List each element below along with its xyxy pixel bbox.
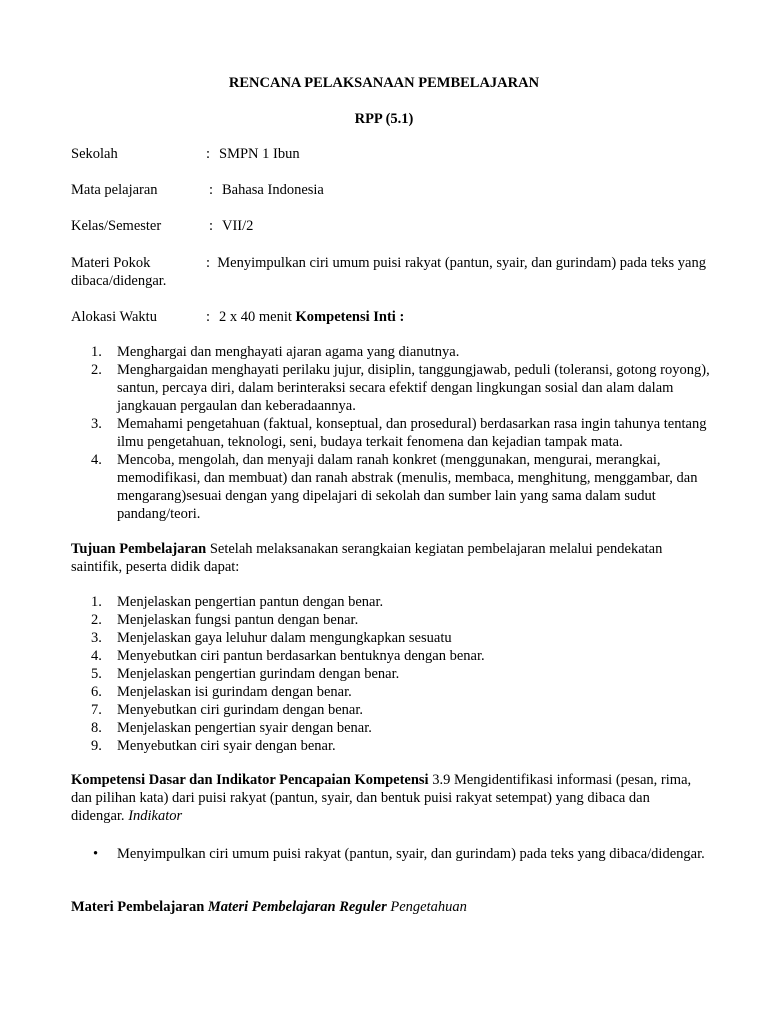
tujuan-list: [71, 593, 711, 755]
field-colon: :: [209, 218, 214, 234]
list-number: 2.: [91, 362, 102, 378]
list-number: 9.: [91, 738, 102, 754]
field-label: Materi Pokok: [71, 255, 151, 271]
list-item: [71, 343, 711, 361]
materi-reguler-heading: Materi Pembelajaran Reguler: [207, 899, 387, 915]
indikator-heading: Indikator: [128, 808, 183, 824]
list-item: [71, 665, 711, 683]
field-label: Alokasi Waktu: [71, 309, 157, 325]
field-colon: :: [206, 255, 211, 271]
list-number: 3.: [91, 630, 102, 646]
tujuan-heading: Tujuan Pembelajaran: [71, 541, 207, 557]
list-number: 5.: [91, 666, 102, 682]
list-text: Menjelaskan isi gurindam dengan benar.: [117, 684, 352, 700]
list-number: 6.: [91, 684, 102, 700]
tujuan-text: Setelah melaksanakan serangkaian kegiatan pembelajaran melalui pendekatan saintifik, peserta didik dapat:: [71, 541, 663, 575]
list-text: Mencoba, mengolah, dan menyaji dalam ranah konkret (menggunakan, mengurai, merangkai, memodifikasi, dan membuat) dan ranah abstrak (menulis, membaca, menghitung, menggambar, dan mengarang)sesuai dengan yang dipelajari di sekolah dan sumber lain yang sama dalam sudut pandang/teori.: [117, 452, 698, 522]
list-item: [71, 593, 711, 611]
field-label: Sekolah: [71, 146, 118, 162]
field-colon: :: [206, 146, 211, 162]
field-label: Mata pelajaran: [71, 182, 158, 198]
kompetensi-inti-heading: Kompetensi Inti :: [295, 309, 405, 325]
list-text: Menjelaskan fungsi pantun dengan benar.: [117, 612, 359, 628]
tujuan-paragraph: [71, 540, 701, 576]
list-text: Menyebutkan ciri syair dengan benar.: [117, 738, 336, 754]
list-number: 4.: [91, 648, 102, 664]
field-value: VII/2: [222, 218, 254, 234]
list-text: Menghargaidan menghayati perilaku jujur, disiplin, tanggungjawab, peduli (toleransi, gotong royong), santun, percaya diri, dalam berinteraksi secara efektif dengan lingkungan sosial dan alam dalam jangkauan pergaulan dan keberadaannya.: [117, 362, 710, 414]
pengetahuan-heading: Pengetahuan: [390, 899, 467, 915]
kompetensi-dasar-text: 3.9 Mengidentifikasi informasi (pesan, rima, dan pilihan kata) dari puisi rakyat (pantun, syair, dan bentuk puisi rakyat setempat) yang dibaca dan didengar.: [71, 772, 692, 824]
materi-pembelajaran-heading: Materi Pembelajaran: [71, 899, 205, 915]
field-value-wrap: [219, 308, 404, 326]
kompetensi-dasar-paragraph: [71, 771, 701, 825]
list-item: [71, 845, 711, 863]
list-item: [71, 737, 711, 755]
list-item: [71, 647, 711, 665]
list-text: Menjelaskan pengertian gurindam dengan benar.: [117, 666, 400, 682]
document-title: RENCANA PELAKSANAAN PEMBELAJARAN: [228, 75, 540, 91]
indikator-list: [71, 845, 711, 863]
list-number: 3.: [91, 416, 102, 432]
list-item: [71, 415, 711, 451]
field-value-wrap: [71, 254, 711, 290]
list-item: [71, 719, 711, 737]
list-item: [71, 629, 711, 647]
bullet: •: [93, 846, 99, 862]
list-text: Menjelaskan gaya leluhur dalam mengungkapkan sesuatu: [117, 630, 452, 646]
list-number: 4.: [91, 452, 102, 468]
list-text: Menyebutkan ciri pantun berdasarkan bentuknya dengan benar.: [117, 648, 485, 664]
list-text: Memahami pengetahuan (faktual, konseptual, dan prosedural) berdasarkan rasa ingin tahunya tentang ilmu pengetahuan, teknologi, seni, budaya terkait fenomena dan kejadian tampak mata.: [117, 416, 707, 450]
materi-pembelajaran-paragraph: [71, 898, 701, 916]
kompetensi-inti-list: [71, 343, 711, 523]
field-label: Kelas/Semester: [71, 218, 162, 234]
list-number: 1.: [91, 344, 102, 360]
list-text: Menyimpulkan ciri umum puisi rakyat (pantun, syair, dan gurindam) pada teks yang dibaca/didengar.: [117, 846, 705, 862]
list-text: Menyebutkan ciri gurindam dengan benar.: [117, 702, 364, 718]
list-item: [71, 361, 711, 415]
field-value: Menyimpulkan ciri umum puisi rakyat (pantun, syair, dan gurindam) pada teks yang dibaca/didengar.: [71, 255, 706, 289]
document-subtitle: RPP (5.1): [354, 111, 414, 127]
field-value: Bahasa Indonesia: [222, 182, 324, 198]
list-item: [71, 701, 711, 719]
list-text: Menjelaskan pengertian pantun dengan benar.: [117, 594, 384, 610]
list-text: Menghargai dan menghayati ajaran agama yang dianutnya.: [117, 344, 460, 360]
list-number: 1.: [91, 594, 102, 610]
list-item: [71, 683, 711, 701]
list-number: 2.: [91, 612, 102, 628]
list-item: [71, 451, 711, 523]
kompetensi-dasar-heading: Kompetensi Dasar dan Indikator Pencapaian Kompetensi: [71, 772, 429, 788]
field-colon: :: [206, 309, 211, 325]
list-number: 8.: [91, 720, 102, 736]
field-value: 2 x 40 menit: [219, 309, 292, 325]
list-text: Menjelaskan pengertian syair dengan benar.: [117, 720, 372, 736]
list-item: [71, 611, 711, 629]
field-value: SMPN 1 Ibun: [219, 146, 300, 162]
list-number: 7.: [91, 702, 102, 718]
field-colon: :: [209, 182, 214, 198]
